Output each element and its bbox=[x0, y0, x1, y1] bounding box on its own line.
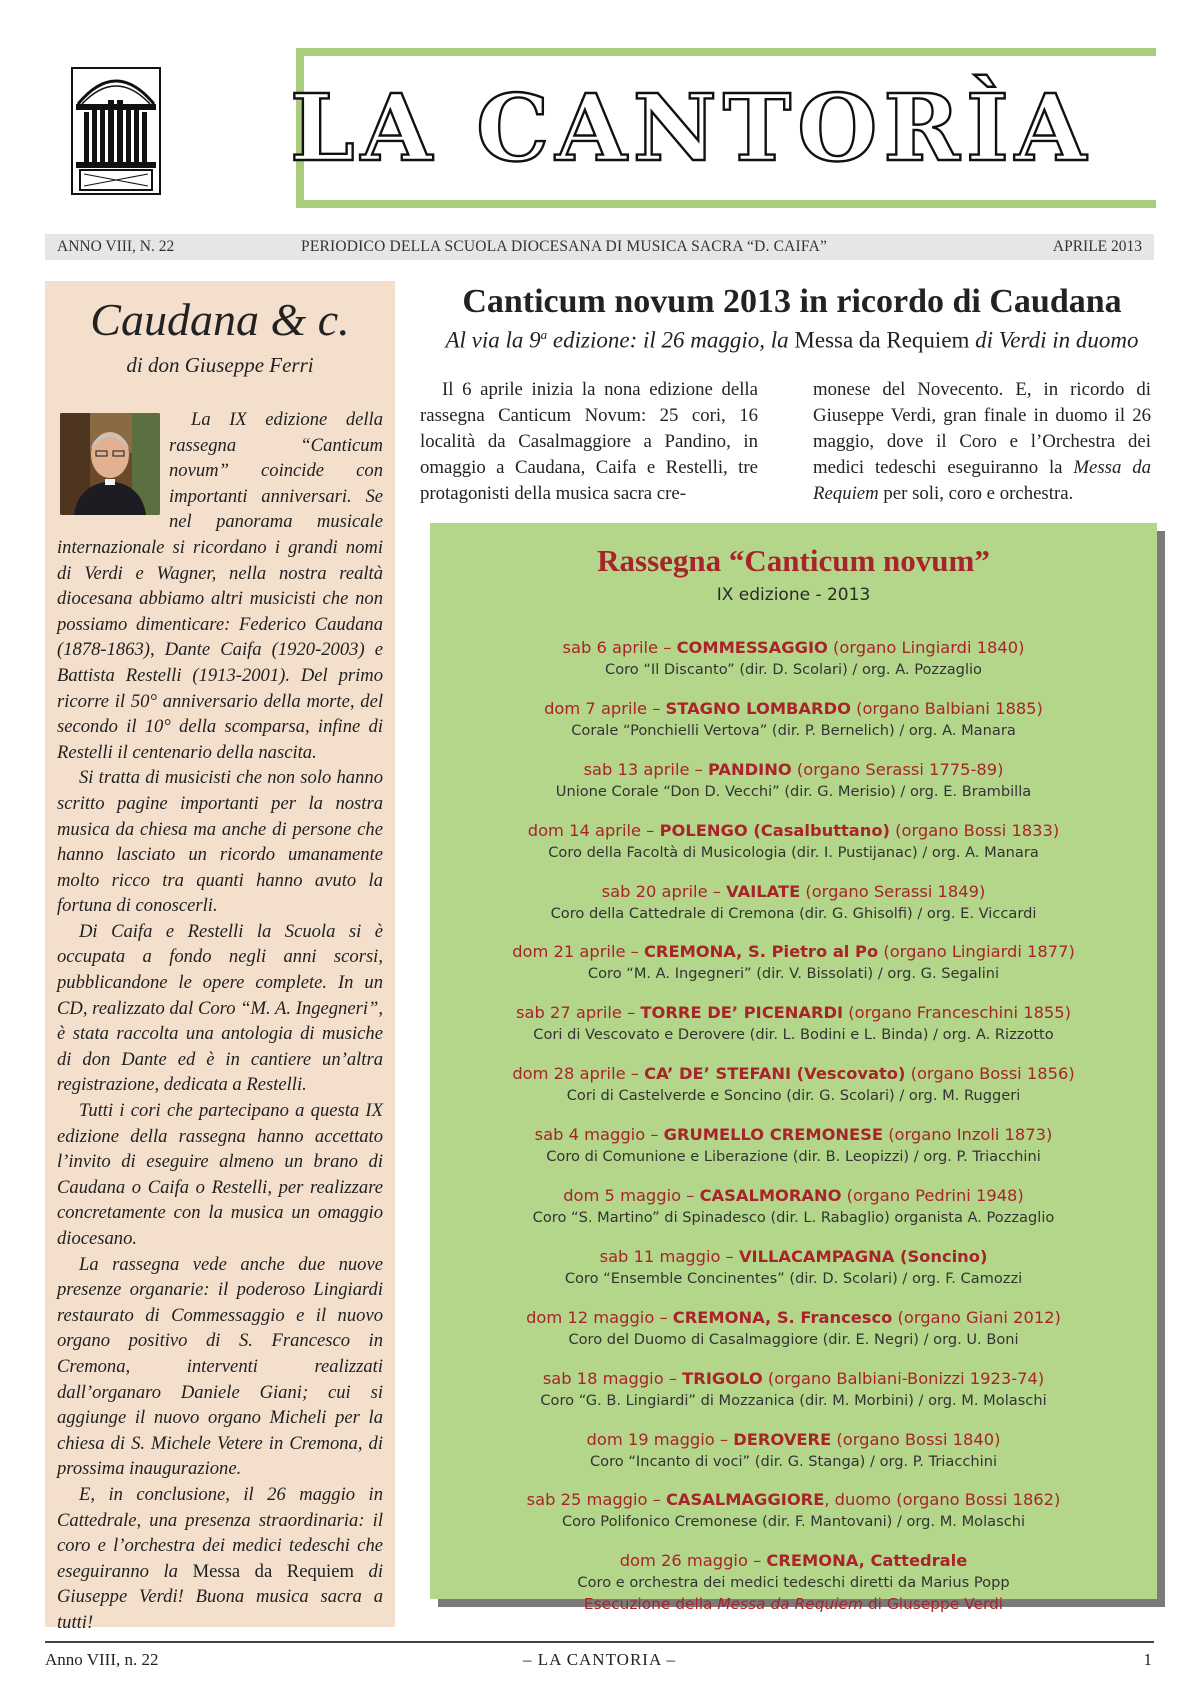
event-performers: Coro “Il Discanto” (dir. D. Scolari) / org. A. Pozzaglio bbox=[605, 661, 982, 678]
event-item bbox=[430, 1246, 1157, 1307]
event-heading: dom 7 aprile – STAGNO LOMBARDO (organo Balbiani 1885) bbox=[544, 698, 1043, 718]
article-paragraph: monese del Novecento. E, in ricordo di Giuseppe Verdi, gran finale in duomo il 26 maggio, dove il Coro e l’Orchestra dei medici tedeschi eseguiranno la Messa da Requiem per soli, coro e orchestra. bbox=[813, 379, 1151, 504]
event-item bbox=[430, 1063, 1157, 1124]
event-heading: sab 25 maggio – CASALMAGGIORE, duomo (organo Bossi 1862) bbox=[526, 1490, 1061, 1510]
event-item bbox=[430, 759, 1157, 820]
article-subtitle: Al via la 9$^a$ edizione: il 26 maggio, la Messa da Requiem di Verdi in duomo bbox=[445, 327, 1139, 353]
event-item bbox=[430, 1124, 1157, 1185]
event-performers: Coro Polifonico Cremonese (dir. F. Mantovani) / org. M. Molaschi bbox=[561, 1513, 1026, 1531]
event-heading: dom 21 aprile – CREMONA, S. Pietro al Po (organo Lingiardi 1877) bbox=[512, 942, 1075, 962]
event-item bbox=[430, 637, 1157, 698]
editorial-paragraph: La IX edizione della rassegna “Canticum novum” coincide con importanti anniversari. Se nel panorama musicale internazionale si ricordano i grandi nomi di Verdi e Wagner, nella nostra realtà diocesana abbiamo altri musicisti che non possiamo dimenticare: Federico Caudana (1878-1863), Dante Caifa (1920-2003) e Battista Restelli (1913-2001). Del primo ricorre il 50° anniversario della morte, del secondo il 10° della scomparsa, infine di Restelli il centenario della nascita. bbox=[57, 409, 383, 763]
event-heading: dom 28 aprile – CA’ DE’ STEFANI (Vescovato) (organo Bossi 1856) bbox=[512, 1064, 1075, 1084]
event-item bbox=[430, 1429, 1157, 1490]
event-item bbox=[430, 1489, 1157, 1550]
footer-rule bbox=[45, 1641, 1154, 1643]
issue-info-bar bbox=[45, 234, 1154, 260]
editorial-paragraph: Di Caifa e Restelli la Scuola si è occupata a fondo negli anni scorsi, pubblicandone le opere complete. In un CD, realizzato dal Coro “M. A. Ingegneri”, è stata raccolta una antologia di musiche di don Dante ed è in cantiere un’altra registrazione, dedicata a Restelli. bbox=[57, 920, 383, 1096]
editorial-paragraph: E, in conclusione, il 26 maggio in Cattedrale, una presenza straordinaria: il coro e l’orchestra dei medici tedeschi che eseguiranno la Messa da Requiem di Giuseppe Verdi! Buona musica sacra a tutti! bbox=[57, 1483, 383, 1633]
event-heading: sab 4 maggio – GRUMELLO CREMONESE (organo Inzoli 1873) bbox=[534, 1125, 1053, 1145]
event-performers: Coro della Cattedrale di Cremona (dir. G. Ghisolfi) / org. E. Viccardi bbox=[550, 904, 1037, 922]
event-heading: sab 11 maggio – VILLACAMPAGNA (Soncino) bbox=[599, 1246, 988, 1266]
issue-date: APRILE 2013 bbox=[1052, 238, 1142, 255]
event-item bbox=[430, 698, 1157, 759]
event-heading: sab 6 aprile – COMMESSAGGIO (organo Lingiardi 1840) bbox=[562, 638, 1025, 657]
article-title: Canticum novum 2013 in ricordo di Caudana bbox=[462, 283, 1122, 320]
event-heading: sab 20 aprile – VAILATE (organo Serassi 1849) bbox=[601, 881, 986, 901]
editorial-sidebar bbox=[45, 281, 395, 1633]
editorial-title: Caudana & c. bbox=[90, 294, 350, 345]
issue-number: ANNO VIII, N. 22 bbox=[57, 238, 175, 255]
event-item bbox=[430, 941, 1157, 1002]
periodical-name: PERIODICO DELLA SCUOLA DIOCESANA DI MUSICA SACRA “D. CAIFA” bbox=[301, 238, 828, 255]
final-concert-note: Esecuzione della Messa da Requiem di Giuseppe Verdi bbox=[583, 1595, 1004, 1614]
festival-title: Rassegna “Canticum novum” bbox=[597, 543, 990, 578]
event-item bbox=[430, 1185, 1157, 1246]
festival-edition: IX edizione - 2013 bbox=[716, 585, 871, 605]
event-heading: sab 27 aprile – TORRE DE’ PICENARDI (organo Franceschini 1855) bbox=[515, 1003, 1072, 1023]
article-column-2 bbox=[813, 377, 1151, 507]
event-performers: Unione Corale “Don D. Vecchi” (dir. G. Merisio) / org. E. Brambilla bbox=[555, 782, 1032, 800]
editorial-byline: di don Giuseppe Ferri bbox=[126, 353, 314, 377]
footer-title: – LA CANTORIA – bbox=[522, 1650, 677, 1669]
masthead-title: LA CANTORÌA bbox=[290, 74, 1093, 182]
event-performers: Coro “S. Martino” di Spinadesco (dir. L. Rabaglio) organista A. Pozzaglio bbox=[532, 1209, 1055, 1227]
event-item bbox=[430, 1550, 1157, 1614]
author-photo bbox=[60, 413, 160, 515]
event-performers: Cori di Vescovato e Derovere (dir. L. Bodini e L. Binda) / org. A. Rizzotto bbox=[533, 1026, 1054, 1044]
event-performers: Coro “Incanto di voci” (dir. G. Stanga) / org. P. Triacchini bbox=[589, 1452, 998, 1470]
event-performers: Coro e orchestra dei medici tedeschi diretti da Marius Popp bbox=[577, 1574, 1010, 1592]
article-paragraph: Il 6 aprile inizia la nona edizione della rassegna Canticum Novum: 25 cori, 16 località da Casalmaggiore a Pandino, in omaggio a Caudana, Caifa e Restelli, tre protagonisti della musica sacra cre- bbox=[420, 379, 758, 504]
festival-program-box bbox=[430, 523, 1157, 1614]
event-heading: dom 26 maggio – CREMONA, Cattedrale bbox=[619, 1551, 968, 1571]
event-performers: Coro “Ensemble Concinentes” (dir. D. Scolari) / org. F. Camozzi bbox=[564, 1269, 1023, 1287]
event-heading: sab 18 maggio – TRIGOLO (organo Balbiani-Bonizzi 1923-74) bbox=[542, 1368, 1045, 1388]
event-heading: dom 14 aprile – POLENGO (Casalbuttano) (organo Bossi 1833) bbox=[527, 820, 1060, 840]
event-performers: Coro di Comunione e Liberazione (dir. B. Leopizzi) / org. P. Triacchini bbox=[546, 1148, 1041, 1166]
editorial-paragraph: Tutti i cori che partecipano a questa IX edizione della rassegna hanno accettato l’invito di eseguire almeno un brano di Caudana o Caifa o Restelli, per realizzare concretamente con la musica un omaggio diocesano. bbox=[57, 1100, 383, 1249]
event-item bbox=[430, 881, 1157, 942]
event-heading: dom 5 maggio – CASALMORANO (organo Pedrini 1948) bbox=[563, 1186, 1024, 1206]
event-performers: Coro del Duomo di Casalmaggiore (dir. E. Negri) / org. U. Boni bbox=[568, 1330, 1019, 1348]
event-item bbox=[430, 820, 1157, 881]
event-performers: Corale “Ponchielli Vertova” (dir. P. Bernelich) / org. A. Manara bbox=[571, 721, 1016, 739]
editorial-paragraph: La rassegna vede anche due nuove presenze organarie: il poderoso Lingiardi restaurato di Commessaggio e il nuovo organo positivo di S. Francesco in Cremona, interventi realizzati dall’organaro Daniele Giani; cui si aggiunge il nuovo organo Micheli per la chiesa di S. Michele Vetere in Cremona, di prossima inaugurazione. bbox=[57, 1253, 383, 1480]
footer-issue: Anno VIII, n. 22 bbox=[45, 1650, 159, 1669]
event-performers: Coro “G. B. Lingiardi” di Mozzanica (dir. M. Morbini) / org. M. Molaschi bbox=[540, 1391, 1047, 1409]
event-item bbox=[430, 1002, 1157, 1063]
article-column-1 bbox=[420, 377, 758, 507]
event-performers: Coro “M. A. Ingegneri” (dir. V. Bissolati) / org. G. Segalini bbox=[587, 965, 1000, 983]
editorial-paragraph: Si tratta di musicisti che non solo hanno scritto pagine importanti per la nostra musica da chiesa ma anche di persone che hanno lasciato un ricordo umanamente molto ricco tra quanti hanno avuto la fortuna di conoscerli. bbox=[57, 767, 383, 917]
organ-pipes-icon bbox=[70, 64, 162, 198]
event-heading: dom 19 maggio – DEROVERE (organo Bossi 1840) bbox=[586, 1429, 1001, 1449]
event-item bbox=[430, 1307, 1157, 1368]
event-performers: Coro della Facoltà di Musicologia (dir. I. Pustijanac) / org. A. Manara bbox=[548, 843, 1039, 861]
event-list bbox=[430, 637, 1157, 1614]
event-heading: dom 12 maggio – CREMONA, S. Francesco (organo Giani 2012) bbox=[526, 1307, 1061, 1327]
event-heading: sab 13 aprile – PANDINO (organo Serassi 1775-89) bbox=[583, 759, 1004, 779]
page-number: 1 bbox=[1143, 1650, 1152, 1669]
editorial-body bbox=[57, 407, 383, 1636]
event-item bbox=[430, 1368, 1157, 1429]
event-performers: Cori di Castelverde e Soncino (dir. G. Scolari) / org. M. Ruggeri bbox=[566, 1087, 1021, 1105]
